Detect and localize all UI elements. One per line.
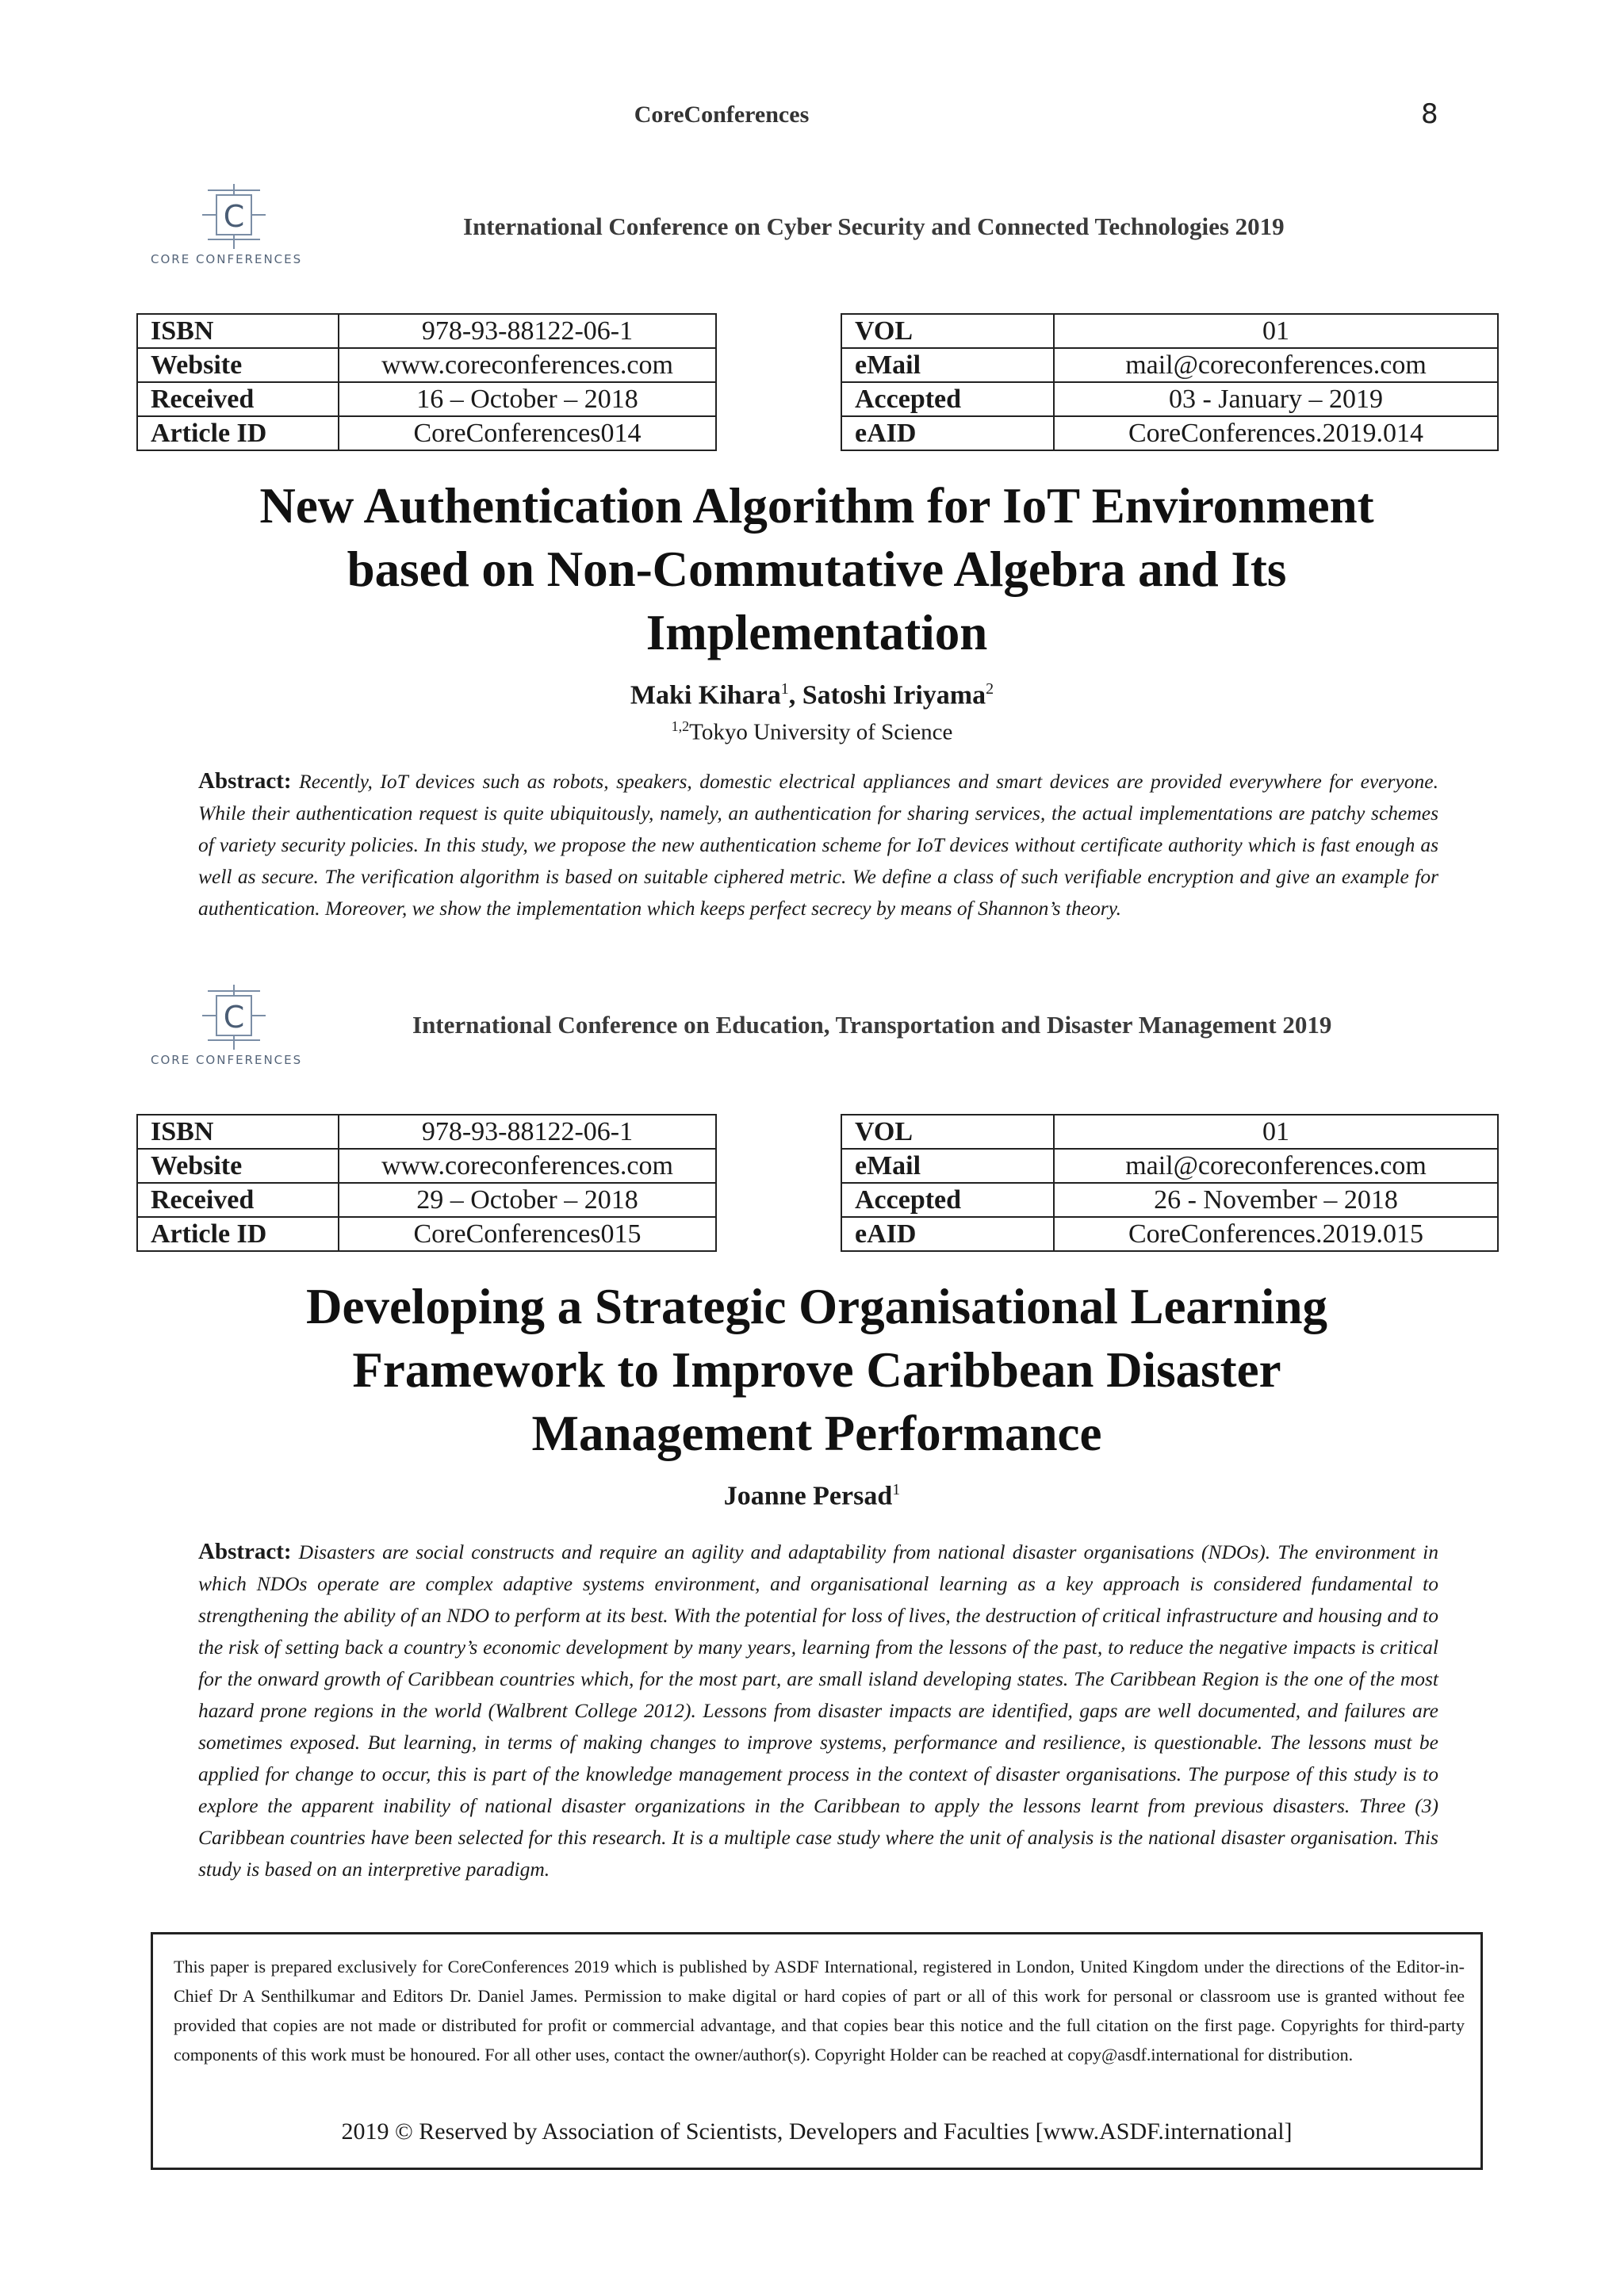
abstract-text: Disasters are social constructs and require an agility and adaptability from national disaster organisations (NDOs). The environment in which NDOs operate are complex adaptive systems environment, and organisational learning as a key approach is considered fundamental to strengthening the ability of an NDO to perform at its best. With the potential for loss of lives, the destruction of critical infrastructure and housing and to the risk of setting back a country’s economic development by many years, learning from the lessons of the past, to reduce the negative impacts is critical for the onward growth of Caribbean countries which, for the most part, are small island developing states. The Caribbean Region is the one of the most hazard prone regions in the world (Walbrent College 2012). Lessons from disaster impacts are identified, gaps are well documented, and failures are sometimes exposed. But learning, in terms of making changes to improve systems, performance and resilience, is questionable. The lessons must be applied for change to occur, this is part of the knowledge management process in the context of disaster organisations. The purpose of this study is to explore the apparent inability of national disaster organizations in the Caribbean to apply the lessons learnt from previous disasters. Three (3) Caribbean countries have been selected for this research. It is a multiple case study where the unit of analysis is the national disaster organisation. This study is based on an interpretive paradigm. [198,1540,1438,1881]
meta-value: 01 [1054,314,1498,348]
page-number: 8 [1421,98,1438,130]
meta-value: 03 - January – 2019 [1054,382,1498,416]
author-separator: , [788,680,802,710]
abstract-text: Recently, IoT devices such as robots, speakers, domestic electrical appliances and smart devices are provided everywhere for everyone. While their authentication request is quite ubiquitously, namely, an authentication for sharing services, the actual implementations are patchy schemes of variety security policies. In this study, we propose the new authentication scheme for IoT devices without certificate authority which is fast enough as well as secure. The verification algorithm is based on suitable ciphered metric. We define a class of such verifiable encryption and give an example for authentication. Moreover, we show the implementation which keeps perfect secrecy by means of Shannon’s theory. [198,770,1438,920]
table-row [137,1217,716,1251]
table-row [841,1149,1498,1183]
meta-value: CoreConferences.2019.015 [1054,1217,1498,1251]
conference-name: International Conference on Education, Transportation and Disaster Management 2019 [412,1011,1332,1039]
abstract-label: Abstract: [198,768,292,794]
meta-key: ISBN [137,314,339,348]
article-meta-table-right [841,313,1499,451]
affiliation-sup: 1,2 [671,718,690,734]
author-sup: 2 [986,680,994,698]
meta-key: Article ID [137,416,339,450]
article-meta-table-left [136,1114,717,1252]
meta-value: 26 - November – 2018 [1054,1183,1498,1217]
svg-text:C: C [223,199,245,234]
meta-value: 978-93-88122-06-1 [339,314,716,348]
logo-text: CORE CONFERENCES [151,252,303,266]
meta-value: CoreConferences.2019.014 [1054,416,1498,450]
logo-text: CORE CONFERENCES [151,1053,303,1067]
core-conferences-logo [151,982,317,1077]
author-name: Joanne Persad [723,1481,893,1511]
table-row [841,1217,1498,1251]
table-row [841,1115,1498,1149]
running-header: CoreConferences [634,101,810,128]
meta-value: 01 [1054,1115,1498,1149]
authors [0,1481,1624,1511]
conference-name: International Conference on Cyber Security and Connected Technologies 2019 [463,212,1285,240]
table-row [841,348,1498,382]
meta-key: Website [137,348,339,382]
author-sup: 1 [780,680,789,698]
copyright-notice-box [151,1932,1483,2170]
abstract [198,1536,1438,1885]
affiliation [0,718,1624,746]
abstract [198,765,1438,924]
authors [0,680,1624,710]
author-name: Maki Kihara [630,680,781,710]
table-row [137,1115,716,1149]
meta-key: ISBN [137,1115,339,1149]
meta-value: CoreConferences014 [339,416,716,450]
meta-key: Website [137,1149,339,1183]
meta-value: mail@coreconferences.com [1054,348,1498,382]
meta-value: mail@coreconferences.com [1054,1149,1498,1183]
meta-value: www.coreconferences.com [339,1149,716,1183]
abstract-label: Abstract: [198,1539,292,1564]
table-row [137,416,716,450]
meta-key: eMail [841,1149,1054,1183]
permission-notice: This paper is prepared exclusively for CoreConferences 2019 which is published by ASDF International, registered in London, United Kingdom under the directions of the Editor-in-Chief Dr A Senthilkumar and Editors Dr. Daniel James. Permission to make digital or hard copies of part or all of this work for personal or classroom use is granted without fee provided that copies are not made or distributed for profit or commercial advantage, and that copies bear this notice and the full citation on the first page. Copyrights for third-party components of this work must be honoured. For all other uses, contact the owner/author(s). Copyright Holder can be reached at copy@asdf.international for distribution. [174,1957,1465,2064]
title-line: New Authentication Algorithm for IoT Environment [259,478,1374,534]
affiliation-name: Tokyo University of Science [689,719,953,745]
copyright-line: 2019 © Reserved by Association of Scientists, Developers and Faculties [www.ASDF.international] [341,2118,1293,2145]
meta-key: Received [137,382,339,416]
meta-key: Received [137,1183,339,1217]
table-row [841,1183,1498,1217]
article-meta-table-right [841,1114,1499,1252]
title-line: Implementation [645,605,988,660]
table-row [137,1183,716,1217]
meta-key: Article ID [137,1217,339,1251]
meta-key: Accepted [841,382,1054,416]
meta-value: 16 – October – 2018 [339,382,716,416]
title-line: Framework to Improve Caribbean Disaster [352,1342,1281,1398]
svg-text:C: C [223,1000,245,1035]
author-name: Satoshi Iriyama [802,680,986,710]
meta-value: www.coreconferences.com [339,348,716,382]
table-row [137,382,716,416]
logo-emblem-icon [190,181,278,254]
meta-value: 978-93-88122-06-1 [339,1115,716,1149]
meta-key: Accepted [841,1183,1054,1217]
title-line: Developing a Strategic Organisational Learning [306,1279,1327,1334]
logo-emblem-icon [190,982,278,1054]
title-line: Management Performance [531,1406,1102,1461]
article-title [95,474,1538,664]
meta-key: eAID [841,1217,1054,1251]
meta-value: CoreConferences015 [339,1217,716,1251]
meta-key: eMail [841,348,1054,382]
article-title [95,1275,1538,1465]
article-meta-table-left [136,313,717,451]
table-row [137,348,716,382]
table-row [137,1149,716,1183]
meta-key: VOL [841,1115,1054,1149]
meta-key: eAID [841,416,1054,450]
meta-value: 29 – October – 2018 [339,1183,716,1217]
meta-key: VOL [841,314,1054,348]
table-row [841,314,1498,348]
table-row [841,416,1498,450]
author-sup: 1 [892,1481,901,1498]
core-conferences-logo [151,181,317,276]
table-row [841,382,1498,416]
table-row [137,314,716,348]
title-line: based on Non-Commutative Algebra and Its [347,541,1287,597]
